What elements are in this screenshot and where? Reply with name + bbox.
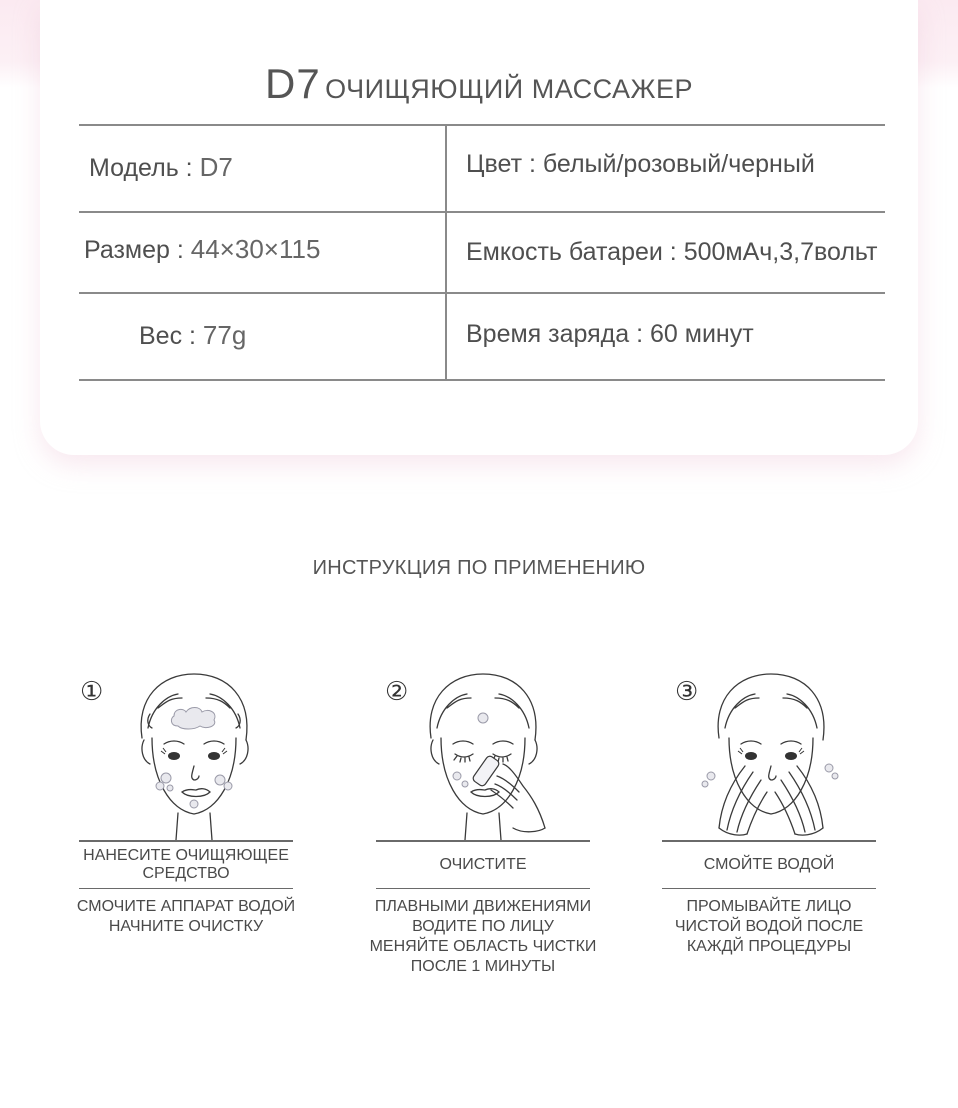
spec-table-bottom-rule — [79, 379, 885, 381]
spec-weight-label: Вес : — [139, 322, 203, 350]
spec-table-top-rule — [79, 124, 885, 126]
face-foam-icon — [66, 668, 306, 840]
spec-table-row-divider — [79, 292, 885, 294]
instruction-step-3 — [649, 668, 889, 957]
step-1-bottom-rule — [79, 888, 293, 890]
instructions-heading: ИНСТРУКЦИЯ ПО ПРИМЕНЕНИЮ — [312, 557, 646, 579]
spec-charge-time: Время заряда : 60 минут — [466, 320, 754, 348]
spec-card — [40, 0, 918, 455]
step-1-number: ① — [80, 676, 104, 706]
spec-color: Цвет : белый/розовый/черный — [466, 150, 815, 178]
instruction-step-2 — [363, 668, 603, 977]
step-2-bottom-rule — [376, 888, 590, 890]
spec-model-value: D7 — [199, 152, 233, 182]
instruction-step-1 — [66, 668, 306, 937]
spec-weight — [139, 320, 246, 351]
step-3-bottom-rule — [662, 888, 876, 890]
spec-battery: Емкость батареи : 500мАч,3,7вольт — [466, 238, 878, 266]
product-title — [40, 60, 918, 108]
step-3-description: ПРОМЫВАЙТЕ ЛИЦО ЧИСТОЙ ВОДОЙ ПОСЛЕ КАЖДЙ ПРОЦЕДУРЫ — [674, 898, 864, 955]
step-2-number: ② — [385, 676, 409, 706]
face-cleansing-icon — [363, 668, 603, 840]
spec-size-label: Размер : — [84, 236, 191, 264]
spec-weight-value: 77g — [202, 320, 247, 350]
spec-table-row-divider — [79, 211, 885, 213]
spec-size — [84, 234, 320, 265]
spec-model — [89, 152, 233, 183]
spec-size-value: 44×30×115 — [190, 234, 321, 264]
spec-table-column-divider — [445, 125, 447, 380]
product-model-title: D7 — [265, 60, 321, 107]
step-1-illustration — [66, 668, 306, 840]
face-rinse-icon — [649, 668, 889, 840]
step-3-illustration — [649, 668, 889, 840]
step-2-title: ОЧИСТИТЕ — [439, 855, 527, 873]
product-name-title: ОЧИЩЯЮЩИЙ МАССАЖЕР — [325, 74, 693, 104]
step-3-title: СМОЙТЕ ВОДОЙ — [703, 855, 835, 873]
step-3-number: ③ — [675, 676, 699, 706]
step-1-description: СМОЧИТЕ АППАРАТ ВОДОЙ НАЧНИТЕ ОЧИСТКУ — [76, 898, 296, 935]
spec-model-label: Модель : — [89, 154, 200, 182]
step-1-title: НАНЕСИТЕ ОЧИЩЯЮЩЕЕ СРЕДСТВО — [83, 846, 289, 882]
step-2-illustration — [363, 668, 603, 840]
step-2-description: ПЛАВНЫМИ ДВИЖЕНИЯМИ ВОДИТЕ ПО ЛИЦУ МЕНЯЙТЕ ОБЛАСТЬ ЧИСТКИ ПОСЛЕ 1 МИНУТЫ — [369, 898, 597, 975]
